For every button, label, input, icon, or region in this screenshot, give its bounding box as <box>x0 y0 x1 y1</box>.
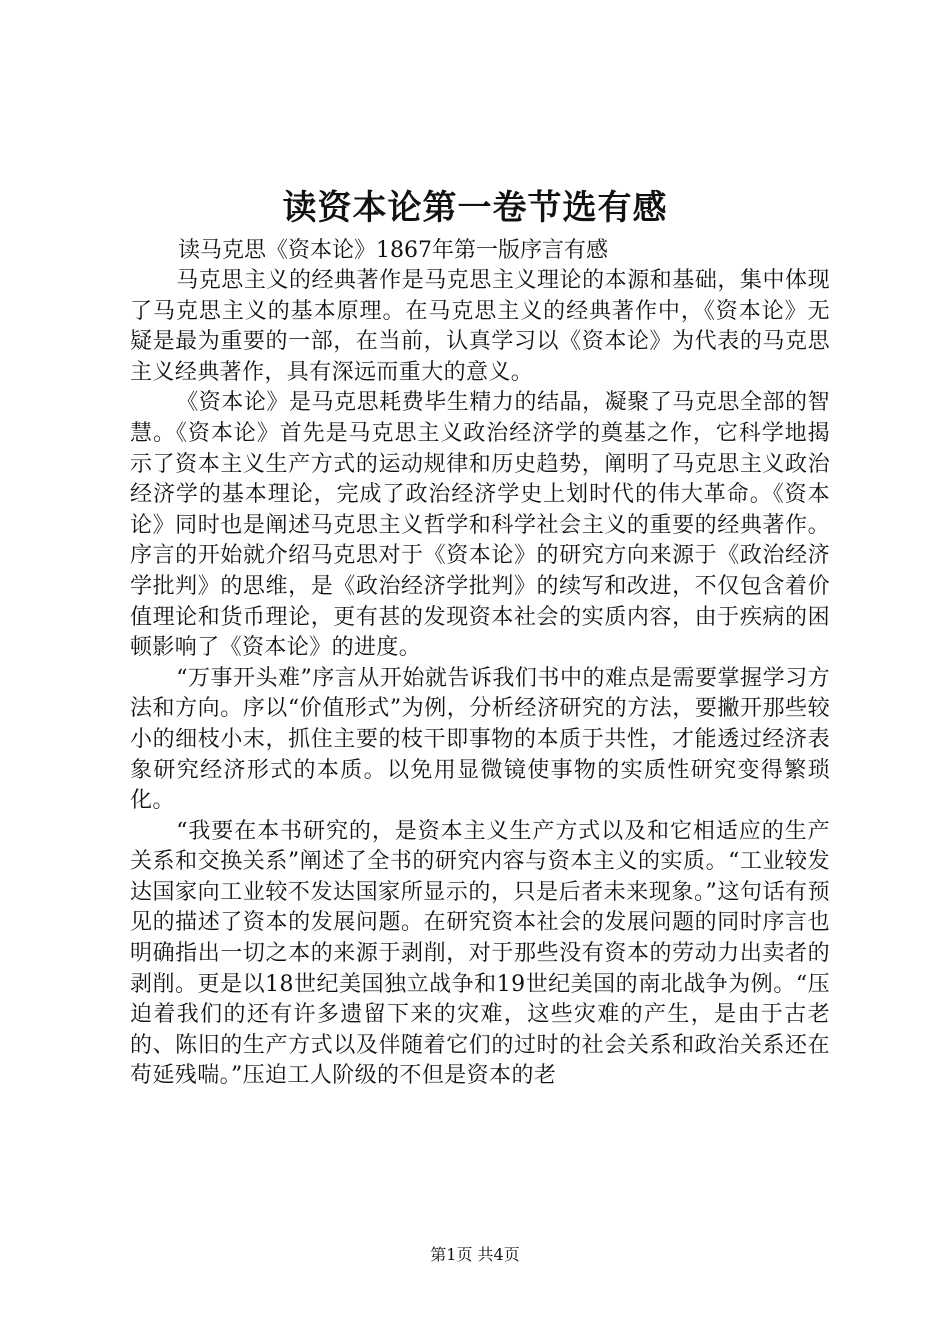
page-title: 读资本论第一卷节选有感 <box>282 188 668 228</box>
page-subtitle: 读马克思《资本论》1867年第一版序言有感 <box>178 238 608 263</box>
paragraph: 《资本论》是马克思耗费毕生精力的结晶，凝聚了马克思全部的智慧。《资本论》首先是马克思主义政治经济学的奠基之作，它科学地揭示了资本主义生产方式的运动规律和历史趋势，阐明了马克思主义政治经济学的基本理论，完成了政治经济学史上划时代的伟大革命。《资本论》同时也是阐述马克思主义哲学和科学社会主义的重要的经典著作。序言的开始就介绍马克思对于《资本论》的研究方向来源于《政治经济学批判》的思维，是《政治经济学批判》的续写和改进，不仅包含着价值理论和货币理论，更有甚的发现资本社会的实质内容，由于疾病的困顿影响了《资本论》的进度。 <box>130 390 830 661</box>
document-body <box>130 266 830 1092</box>
paragraph: 马克思主义的经典著作是马克思主义理论的本源和基础，集中体现了马克思主义的基本原理。在马克思主义的经典著作中，《资本论》无疑是最为重要的一部，在当前，认真学习以《资本论》为代表的马克思主义经典著作，具有深远而重大的意义。 <box>130 268 830 385</box>
page-footer: 第1页 共4页 <box>430 1245 520 1264</box>
paragraph: “我要在本书研究的，是资本主义生产方式以及和它相适应的生产关系和交换关系”阐述了全书的研究内容与资本主义的实质。“工业较发达国家向工业较不发达国家所显示的，只是后者未来现象。”这句话有预见的描述了资本的发展问题。在研究资本社会的发展问题的同时序言也明确指出一切之本的来源于剥削，对于那些没有资本的劳动力出卖者的剥削。更是以18世纪美国独立战争和19世纪美国的南北战争为例。“压迫着我们的还有许多遗留下来的灾难，这些灾难的产生，是由于古老的、陈旧的生产方式以及伴随着它们的过时的社会关系和政治关系还在苟延残喘。”压迫工人阶级的不但是资本的老 <box>130 818 830 1089</box>
paragraph: “万事开头难”序言从开始就告诉我们书中的难点是需要掌握学习方法和方向。序以“价值形式”为例，分析经济研究的方法，要撇开那些较小的细枝小末，抓住主要的枝干即事物的本质于共性，才能透过经济表象研究经济形式的本质。以免用显微镜使事物的实质性研究变得繁琐化。 <box>130 665 830 814</box>
